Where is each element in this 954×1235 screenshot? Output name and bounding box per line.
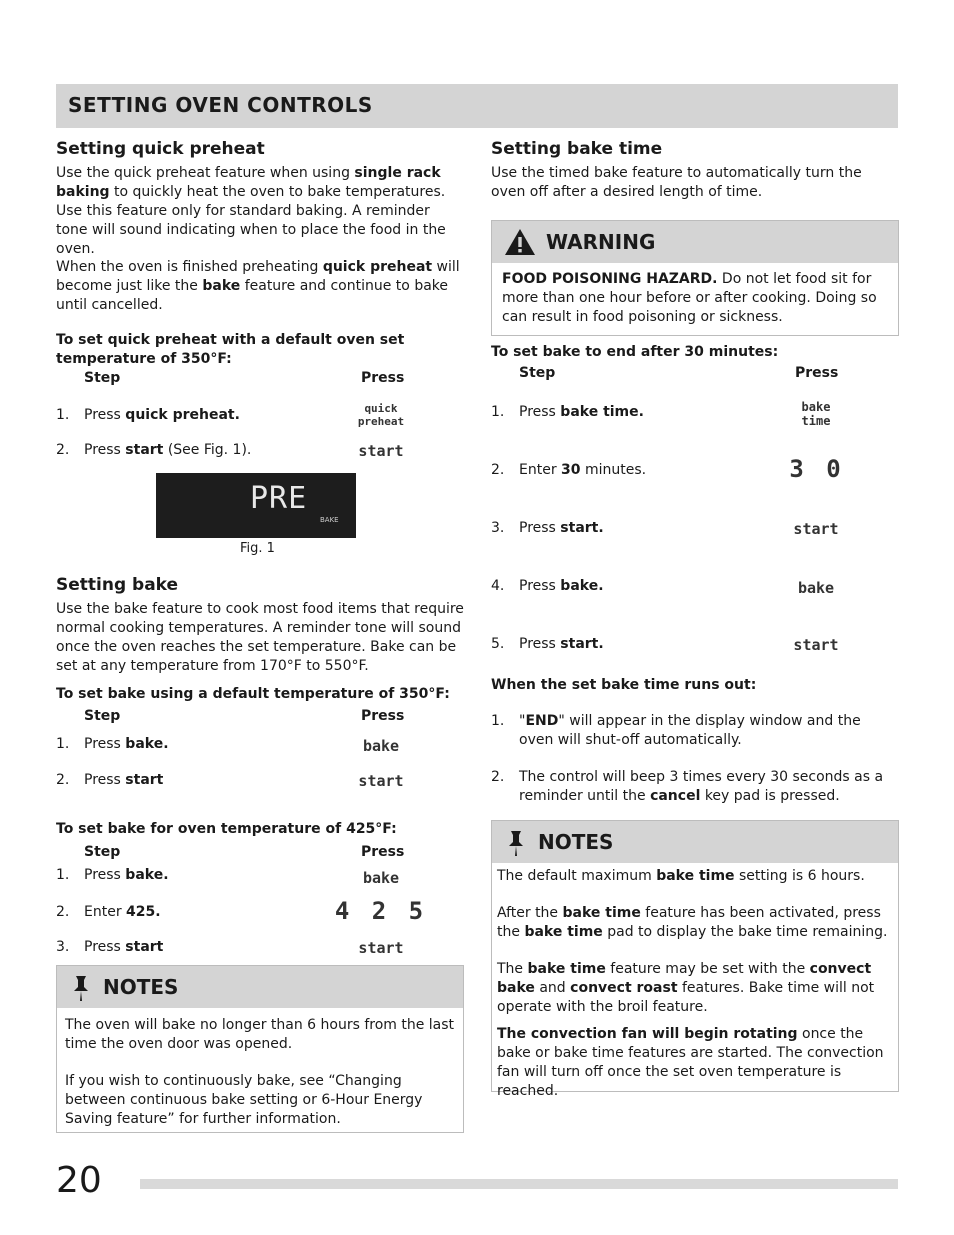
step-text: Enter 30 minutes. xyxy=(519,462,647,478)
warning-box xyxy=(491,220,899,336)
step-text: Press start xyxy=(84,772,164,788)
press-header: Press xyxy=(361,370,405,386)
footer-rule xyxy=(140,1179,898,1189)
note-paragraph: The convection fan will begin rotating once the bake or bake time features are started. The convection fan will turn off once the set oven temperature is reached. xyxy=(497,1026,884,1099)
number-keys-30: 3 0 xyxy=(789,455,845,483)
step-text: Press bake. xyxy=(519,578,604,594)
setting-bake-title: Setting bake xyxy=(56,575,179,595)
list-item: "END" will appear in the display window and the oven will shut-off automatically. xyxy=(519,713,861,748)
start-key: start xyxy=(358,772,404,790)
press-header: Press xyxy=(361,708,405,724)
note-paragraph: The oven will bake no longer than 6 hours from the last time the oven door was opened. xyxy=(65,1017,455,1052)
step-header: Step xyxy=(84,370,121,386)
oven-display xyxy=(156,473,356,538)
note-paragraph: The default maximum bake time setting is 6 hours. xyxy=(497,868,865,884)
step-number: 4. xyxy=(491,578,505,594)
setting-bake-intro: Use the bake feature to cook most food items that require normal cooking temperatures. A reminder tone will sound once the oven reaches the set temperature. Bake can be set at any temperature from 170°F to 550°F. xyxy=(56,601,464,674)
note-paragraph: After the bake time feature has been activated, press the bake time pad to display the bake time remaining. xyxy=(497,905,888,940)
list-number: 1. xyxy=(491,713,505,729)
step-text: Press start. xyxy=(519,520,604,536)
step-header: Step xyxy=(519,365,556,381)
press-header: Press xyxy=(795,365,839,381)
notes-title: NOTES xyxy=(538,830,614,854)
step-number: 2. xyxy=(491,462,505,478)
figure-caption: Fig. 1 xyxy=(240,541,275,556)
start-key: start xyxy=(358,442,404,460)
start-key: start xyxy=(358,939,404,957)
step-text: Enter 425. xyxy=(84,904,161,920)
quick-preheat-subheading: To set quick preheat with a default oven set temperature of 350°F: xyxy=(56,332,405,367)
pushpin-icon xyxy=(71,974,91,1002)
quick-preheat-title: Setting quick preheat xyxy=(56,139,265,159)
bake-key: bake xyxy=(362,737,400,755)
list-item: The control will beep 3 times every 30 seconds as a reminder until the cancel key pad is pressed. xyxy=(519,769,884,804)
warning-body: FOOD POISONING HAZARD. Do not let food sit for more than one hour before or after cooking. Doing so can result in food poisoning or sickness. xyxy=(502,271,877,325)
bake-time-subheading: To set bake to end after 30 minutes: xyxy=(491,344,779,360)
pushpin-icon xyxy=(506,829,526,857)
step-number: 1. xyxy=(56,867,70,883)
number-keys-425: 4 2 5 xyxy=(334,897,428,925)
runs-out-subheading: When the set bake time runs out: xyxy=(491,677,757,693)
quick-preheat-intro: Use the quick preheat feature when using single rack baking to quickly heat the oven to bake temperatures. Use this feature only for standard baking. A reminder tone will sound indicating when to place the food in the oven. xyxy=(56,165,446,257)
quick-preheat-finished: When the oven is finished preheating quick preheat will become just like the bake feature and continue to bake until cancelled. xyxy=(56,259,460,313)
bake-key: bake xyxy=(797,579,835,597)
step-header: Step xyxy=(84,708,121,724)
step-text: Press start. xyxy=(519,636,604,652)
bake-key: bake xyxy=(362,869,400,887)
step-number: 2. xyxy=(56,772,70,788)
step-text: Press bake. xyxy=(84,736,169,752)
step-header: Step xyxy=(84,844,121,860)
step-text: Press start (See Fig. 1). xyxy=(84,442,252,458)
quick-preheat-key: quick preheat xyxy=(357,402,405,428)
step-text: Press bake time. xyxy=(519,404,644,420)
notes-body xyxy=(57,1008,463,1137)
note-paragraph: If you wish to continuously bake, see “Changing between continuous bake setting or 6-Hour Energy Saving feature” for further information. xyxy=(65,1073,423,1127)
notes-header xyxy=(57,966,463,1008)
step-number: 3. xyxy=(56,939,70,955)
bake-time-intro: Use the timed bake feature to automatically turn the oven off after a desired length of time. xyxy=(491,165,862,200)
list-number: 2. xyxy=(491,769,505,785)
step-number: 5. xyxy=(491,636,505,652)
section-banner xyxy=(56,84,898,128)
warning-header xyxy=(492,221,898,263)
bake-time-title: Setting bake time xyxy=(491,139,663,159)
press-header: Press xyxy=(361,844,405,860)
step-text: Press start xyxy=(84,939,164,955)
step-text: Press bake. xyxy=(84,867,169,883)
start-key: start xyxy=(793,636,839,654)
note-paragraph: The bake time feature may be set with the convect bake and convect roast features. Bake time will not operate with the broil feature. xyxy=(497,961,875,1015)
step-number: 1. xyxy=(56,736,70,752)
step-number: 2. xyxy=(56,904,70,920)
page-number: 20 xyxy=(56,1160,102,1201)
warning-triangle-icon xyxy=(503,227,537,257)
step-number: 1. xyxy=(56,407,70,423)
warning-title: WARNING xyxy=(546,230,656,254)
step-number: 3. xyxy=(491,520,505,536)
start-key: start xyxy=(793,520,839,538)
notes-body xyxy=(492,863,898,1105)
display-mode-label: BAKE xyxy=(320,516,339,524)
notes-box-left xyxy=(56,965,464,1133)
notes-title: NOTES xyxy=(103,975,179,999)
bake-default-subheading: To set bake using a default temperature of 350°F: xyxy=(56,686,450,702)
notes-box-right xyxy=(491,820,899,1099)
step-number: 1. xyxy=(491,404,505,420)
bake-time-key: bake time xyxy=(801,400,831,428)
display-readout: PRE xyxy=(250,481,308,516)
banner-title: SETTING OVEN CONTROLS xyxy=(68,93,373,117)
step-number: 2. xyxy=(56,442,70,458)
step-text: Press quick preheat. xyxy=(84,407,240,423)
notes-header xyxy=(492,821,898,863)
bake-425-subheading: To set bake for oven temperature of 425°F: xyxy=(56,821,397,837)
